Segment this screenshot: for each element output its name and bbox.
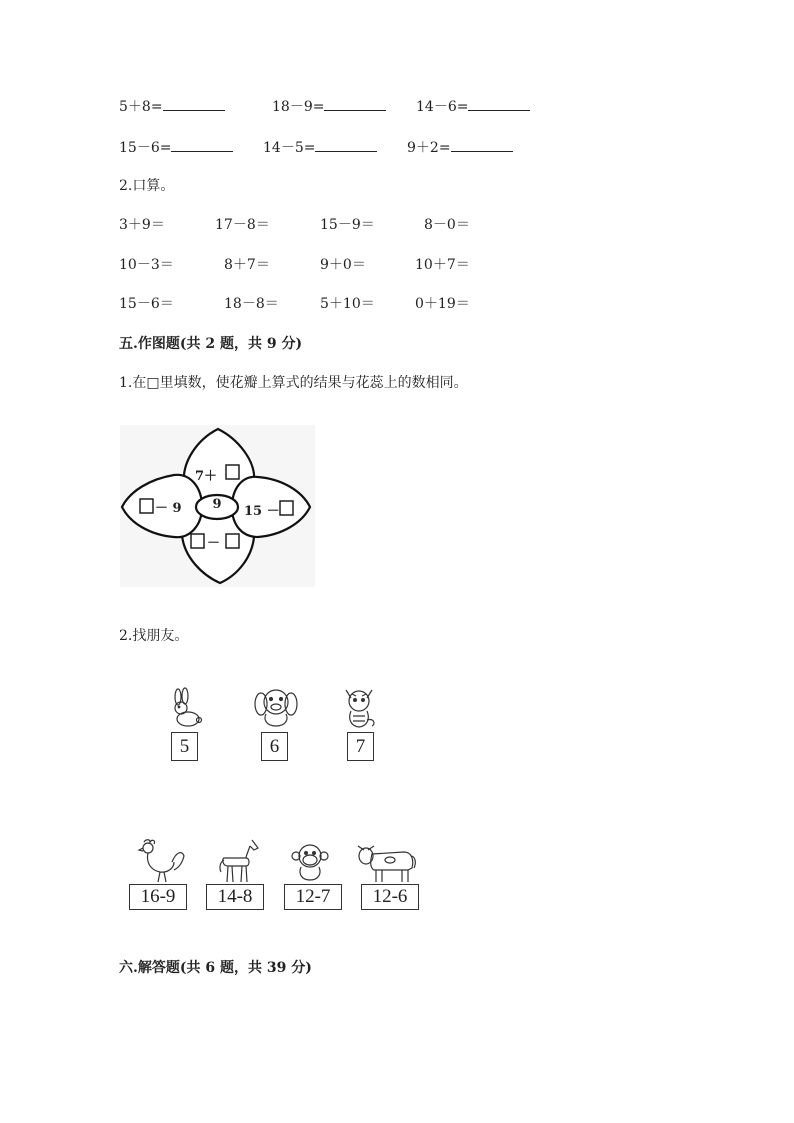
number-card: 6 xyxy=(261,732,288,761)
cow-icon xyxy=(356,842,418,884)
expression-card: 12-6 xyxy=(361,884,419,910)
expression-card: 14-8 xyxy=(206,884,264,910)
oral-item: 15－9＝ xyxy=(320,217,375,233)
question-5-2: 2.找朋友。 xyxy=(119,628,189,644)
cat-icon xyxy=(338,686,380,730)
oral-item: 8＋7＝ xyxy=(224,257,270,273)
monkey-icon xyxy=(290,842,330,882)
answer-blank[interactable] xyxy=(324,96,386,111)
question-2-title: 2.口算。 xyxy=(119,178,175,194)
fill-blank-2-3 xyxy=(407,137,513,158)
oral-item: 10＋7＝ xyxy=(415,257,470,273)
expression-card: 12-7 xyxy=(284,884,342,910)
bottom-petal-expression: － xyxy=(207,536,221,551)
answer-box xyxy=(191,534,204,548)
number-card: 7 xyxy=(347,732,374,761)
answer-box xyxy=(140,499,153,513)
answer-blank[interactable] xyxy=(451,137,513,152)
equation: 9＋2= xyxy=(407,140,451,156)
answer-blank[interactable] xyxy=(468,96,530,111)
number-card: 5 xyxy=(171,732,198,761)
left-petal-expression: － 9 xyxy=(155,501,182,516)
oral-item: 9＋0＝ xyxy=(320,257,366,273)
rooster-icon xyxy=(134,838,186,884)
oral-item: 15－6＝ xyxy=(119,296,174,312)
oral-item: 3＋9＝ xyxy=(119,217,165,233)
section-5-title: 五.作图题(共 2 题，共 9 分) xyxy=(119,336,303,352)
answer-blank[interactable] xyxy=(171,137,233,152)
answer-box xyxy=(280,501,293,515)
fill-blank-2-2 xyxy=(263,137,377,158)
oral-item: 5＋10＝ xyxy=(320,296,375,312)
horse-icon xyxy=(218,836,262,884)
dog-icon xyxy=(253,686,299,728)
fill-blank-1-2 xyxy=(272,96,386,117)
equation: 5＋8= xyxy=(119,99,163,115)
fill-blank-1-3 xyxy=(416,96,530,117)
top-petal-expression: 7＋ xyxy=(195,469,218,484)
answer-blank[interactable] xyxy=(163,96,225,111)
equation: 14－5= xyxy=(263,140,316,156)
flower-center-number: 9 xyxy=(212,497,222,512)
right-petal-expression: 15 － xyxy=(244,504,280,519)
equation: 14－6= xyxy=(416,99,469,115)
oral-item: 8－0＝ xyxy=(424,217,470,233)
answer-box xyxy=(226,465,239,479)
question-5-1: 1.在□里填数，使花瓣上算式的结果与花蕊上的数相同。 xyxy=(119,375,468,391)
expression-card: 16-9 xyxy=(129,884,187,910)
equation: 18－9= xyxy=(272,99,325,115)
equation: 15－6= xyxy=(119,140,172,156)
answer-box xyxy=(226,534,239,548)
oral-item: 10－3＝ xyxy=(119,257,174,273)
answer-blank[interactable] xyxy=(315,137,377,152)
section-6-title: 六.解答题(共 6 题，共 39 分) xyxy=(119,960,312,976)
rabbit-icon xyxy=(166,688,204,728)
fill-blank-1-1 xyxy=(119,96,225,117)
fill-blank-2-1 xyxy=(119,137,233,158)
oral-item: 17－8＝ xyxy=(215,217,270,233)
oral-item: 18－8＝ xyxy=(224,296,279,312)
oral-item: 0＋19＝ xyxy=(415,296,470,312)
